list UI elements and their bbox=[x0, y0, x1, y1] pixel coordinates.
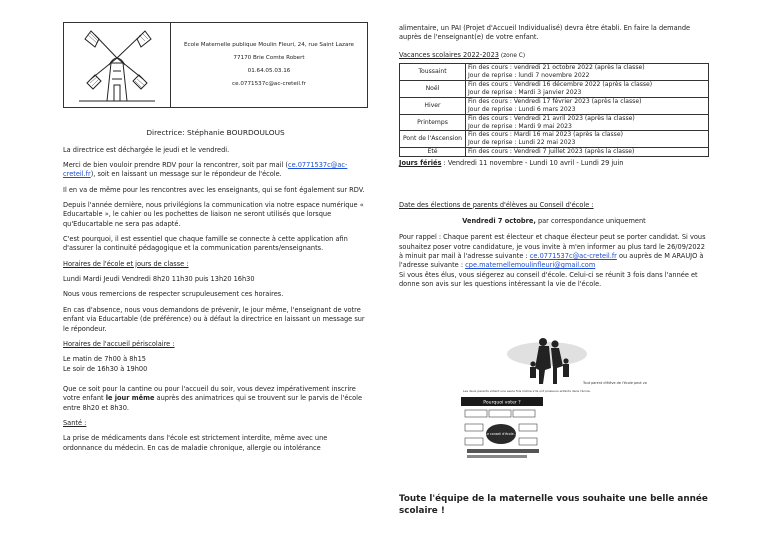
cantine-pre: Que ce soit pour la cantine ou pour l'accueil du soir, vous devez impérativement inscrire votre enfant bbox=[63, 384, 356, 403]
illus-caption-1: Tout parent d'élève de l'école peut voter. bbox=[583, 381, 647, 385]
cantine-text bbox=[63, 385, 368, 413]
windmill-drawing bbox=[77, 27, 157, 103]
illus-banner-text: Pourquoi voter ? bbox=[483, 400, 521, 406]
windmill-icon bbox=[64, 23, 171, 107]
left-column bbox=[63, 22, 368, 459]
school-address: Ecole Maternelle publique Moulin Fleuri, 24, rue Saint Lazare bbox=[184, 41, 354, 48]
school-header bbox=[63, 22, 368, 108]
elections-heading: Date des élections de parents d'élèves au Conseil d'école : bbox=[399, 200, 594, 209]
peri-evening: Le soir de 16h30 à 19h00 bbox=[63, 364, 148, 373]
discharge-text: La directrice est déchargée le jeudi et le vendredi. bbox=[63, 145, 230, 154]
elections-date-bold: Vendredi 7 octobre, bbox=[462, 216, 536, 225]
peri-morning: Le matin de 7h00 à 8h15 bbox=[63, 355, 146, 364]
vacances-table bbox=[399, 63, 709, 157]
feries-text: : Vendredi 11 novembre - Lundi 10 avril - Lundi 29 juin bbox=[441, 159, 624, 168]
table-row bbox=[400, 64, 709, 81]
table-row bbox=[400, 114, 709, 131]
elections-text bbox=[399, 233, 709, 270]
period-end: Fin des cours : Vendredi 17 février 2023 (après la classe) bbox=[468, 97, 642, 105]
vacances-heading bbox=[399, 51, 709, 60]
sante-heading: Santé : bbox=[63, 419, 87, 428]
periscolaire-heading: Horaires de l'accueil périscolaire : bbox=[63, 339, 175, 348]
horaires-thanks: Nous vous remercions de respecter scrupuleusement ces horaires. bbox=[63, 290, 284, 299]
school-phone: 01.64.05.03.16 bbox=[247, 68, 291, 74]
pai-text: alimentaire, un PAI (Projet d'Accueil Individualisé) devra être établi. En faire la demande auprès de l'enseignant(e) de votre enfant. bbox=[399, 24, 691, 42]
illus-caption-2: Les deux parents votent une seule fois même s'ils ont plusieurs enfants dans l'école. bbox=[463, 389, 591, 393]
period-end: Fin des cours : Vendredi 21 avril 2023 (après la classe) bbox=[468, 114, 635, 122]
school-contact bbox=[171, 23, 367, 107]
period-resume: Jour de reprise : Mardi 9 mai 2023 bbox=[468, 122, 572, 130]
period-resume: Jour de reprise : Mardi 3 janvier 2023 bbox=[468, 88, 582, 96]
table-row bbox=[400, 131, 709, 148]
rdv-post: ), soit en laissant un message sur le répondeur de l'école. bbox=[90, 170, 282, 179]
period-resume: Jour de reprise : Lundi 6 mars 2023 bbox=[468, 105, 576, 113]
school-email[interactable]: ce.0771537c@ac-creteil.fr bbox=[232, 81, 306, 88]
vacances-zone: (zone C) bbox=[499, 52, 526, 59]
period-dates bbox=[466, 80, 709, 97]
horaires-heading: Horaires de l'école et jours de classe : bbox=[63, 259, 189, 268]
teacher-meetings-text: Il en va de même pour les rencontres avec les enseignants, qui se font également sur RDV. bbox=[63, 185, 365, 194]
rdv-pre: Merci de bien vouloir prendre RDV pour la rencontrer, soit par mail ( bbox=[63, 160, 288, 169]
sante-text: La prise de médicaments dans l'école est strictement interdite, même avec une ordonnance du médecin. En cas de maladie chronique, allergie ou intolérance bbox=[63, 434, 328, 452]
period-dates bbox=[466, 64, 709, 81]
elections-mid: ou auprès de M ARAUJO à l'adresse suivante : bbox=[399, 252, 704, 270]
family-silhouette-image bbox=[459, 334, 647, 478]
period-name: Printemps bbox=[400, 114, 466, 131]
illus-center-text: Le conseil d'école... bbox=[485, 432, 517, 436]
elections-date-rest: par correspondance uniquement bbox=[535, 216, 646, 225]
period-resume: Jour de reprise : lundi 7 novembre 2022 bbox=[468, 72, 590, 79]
period-dates bbox=[466, 114, 709, 131]
absence-text: En cas d'absence, nous vous demandons de prévenir, le jour même, l'enseignant de votre enfant via Educartable (de préférence) ou à défaut la directrice en laissant un message sur le répondeur. bbox=[63, 305, 365, 333]
period-name: Eté bbox=[400, 148, 466, 157]
rdv-text bbox=[63, 161, 368, 180]
right-column bbox=[399, 24, 709, 289]
election-illustration bbox=[459, 334, 647, 478]
director-line: Directrice: Stéphanie BOURDOULOUS bbox=[146, 128, 285, 137]
school-city: 77170 Brie Comte Robert bbox=[233, 54, 305, 61]
elections-role-text: Si vous êtes élus, vous siégerez au conseil d'école. Celui-ci se réunit 3 fois dans l'année et donne son avis sur les questions intéressant la vie de l'école. bbox=[399, 270, 698, 289]
period-name: Toussaint bbox=[400, 64, 466, 81]
cantine-bold: le jour même bbox=[105, 394, 155, 403]
period-end: Fin des cours : Mardi 16 mai 2023 (après la classe) bbox=[468, 131, 623, 139]
table-row bbox=[400, 80, 709, 97]
feries-line bbox=[399, 159, 709, 168]
period-name: Hiver bbox=[400, 97, 466, 114]
cantine-post: auprès des animatrices qui se trouvent sur le parvis de l'école entre 8h20 et 8h30. bbox=[63, 394, 362, 412]
closing-message: Toute l'équipe de la maternelle vous souhaite une belle année scolaire ! bbox=[399, 494, 708, 517]
elections-date bbox=[399, 217, 709, 226]
period-resume: Jour de reprise : Lundi 22 mai 2023 bbox=[468, 139, 576, 147]
elections-pre: Pour rappel : Chaque parent est électeur et chaque électeur peut se porter candidat. Si vous souhaitez poser votre candidature, je vous invite à m'en informer au plus tard le 26/09/2022 à minuit par mail à l'adresse suivante : bbox=[399, 233, 706, 261]
period-dates bbox=[466, 131, 709, 148]
school-email-link[interactable]: ce.0771537c@ac-creteil.fr bbox=[63, 160, 348, 179]
period-name: Noël bbox=[400, 80, 466, 97]
table-row bbox=[400, 97, 709, 114]
feries-title: Jours fériés bbox=[399, 159, 442, 168]
horaires-days: Lundi Mardi Jeudi Vendredi 8h20 11h30 puis 13h20 16h30 bbox=[63, 275, 255, 284]
period-end: Fin des cours : Vendredi 16 décembre 2022 (après la classe) bbox=[468, 80, 653, 88]
app-connect-text: C'est pourquoi, il est essentiel que chaque famille se connecte à cette application afin d'assurer la continuité pédagogique et la communication parents/enseignants. bbox=[63, 235, 348, 253]
educartable-text: Depuis l'année dernière, nous privilégions la communication via notre espace numérique « Educartable », le cahier ou les pochettes de liaison ne seront utilisés que lorsque qu'Educartable ne sera pas adapté. bbox=[63, 200, 364, 228]
period-end: Fin des cours : Vendredi 7 juillet 2023 (après la classe) bbox=[468, 148, 635, 156]
period-dates bbox=[466, 148, 709, 157]
period-name: Pont de l'Ascension bbox=[400, 131, 466, 148]
elections-email-link[interactable]: ce.0771537c@ac-creteil.fr bbox=[529, 252, 617, 261]
period-dates bbox=[466, 97, 709, 114]
period-end: Fin des cours : vendredi 21 octobre 2022 (après la classe) bbox=[468, 64, 645, 72]
vacances-title: Vacances scolaires 2022-2023 bbox=[399, 50, 499, 59]
cpe-email-link[interactable]: cpe.maternellemoulinfleuri@gmail.com bbox=[465, 261, 596, 270]
table-row bbox=[400, 148, 709, 157]
